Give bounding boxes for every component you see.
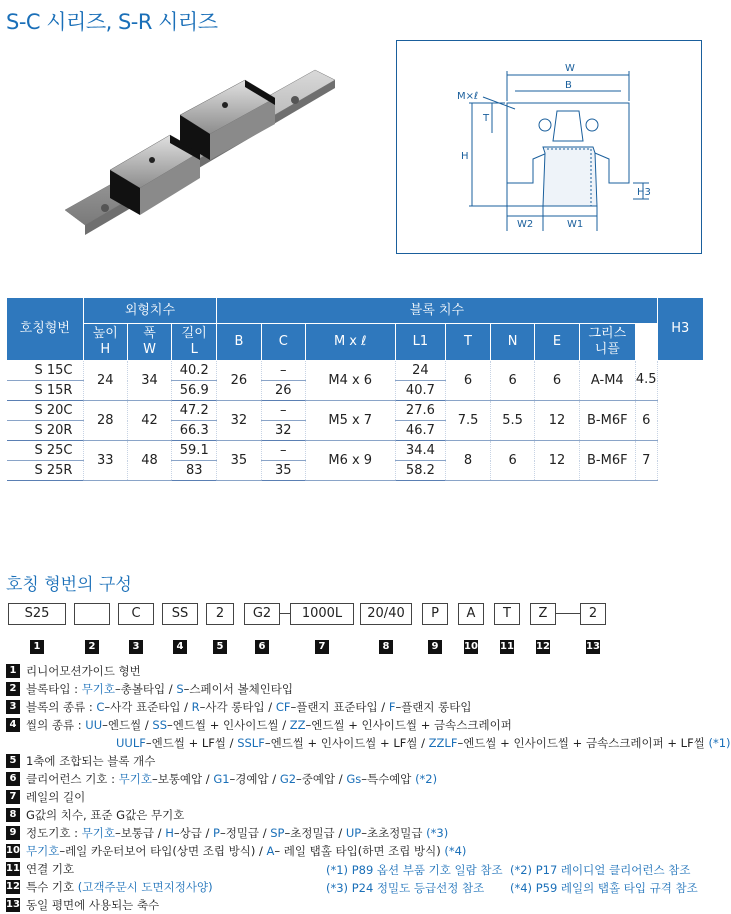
table-row (7, 361, 704, 381)
legend-text: –정밀급 / (219, 826, 271, 840)
code-number: 9 (428, 640, 442, 654)
code-number: 1 (30, 640, 44, 654)
table-cell: B-M6F (579, 401, 635, 441)
code-box: C (118, 603, 154, 625)
table-cell: 26 (217, 361, 261, 401)
note-2: (*2) P17 레이디얼 클리어런스 참조 (510, 863, 691, 877)
legend-number: 4 (6, 718, 20, 732)
table-cell: 42 (127, 401, 171, 441)
table-cell: S 15C (7, 361, 84, 381)
legend-item (6, 680, 706, 698)
table-cell: 83 (172, 461, 217, 481)
code-number: 6 (255, 640, 269, 654)
connector-dash (556, 613, 580, 614)
legend-text: UU (85, 718, 103, 732)
col-model: 호칭형번 (7, 298, 84, 361)
table-cell: 26 (261, 381, 305, 401)
code-number: 2 (85, 640, 99, 654)
note-3: (*3) P24 정밀도 등급선정 참조 (326, 881, 485, 895)
legend-text: 연결 기호 (26, 862, 75, 876)
legend-text: –초정밀급 / (284, 826, 346, 840)
legend-text: –특수예압 (361, 772, 416, 786)
legend-item (6, 752, 706, 770)
legend-text: (고객주문시 도면지정사양) (77, 880, 213, 894)
note-4: (*4) P59 레일의 탭홀 타입 규격 참조 (510, 881, 698, 895)
legend-number: 11 (6, 863, 20, 874)
legend-text: 블록의 종류 : (26, 700, 97, 714)
legend-text: P (213, 826, 220, 840)
legend-number: 6 (6, 772, 20, 786)
code-box: A (458, 603, 484, 625)
legend-text: C (96, 700, 105, 714)
table-cell: S 15R (7, 381, 84, 401)
col-outer: 외형치수 (83, 298, 217, 324)
legend-text: G1 (213, 772, 230, 786)
legend-text: –엔드씰 + LF씰 / (145, 736, 238, 750)
table-cell: – (261, 401, 305, 421)
linear-guide-photo (60, 60, 350, 240)
dim-Mxl: M×ℓ (457, 91, 479, 102)
code-number: 7 (315, 640, 329, 654)
legend-text: S (176, 682, 184, 696)
connector-dash (280, 613, 290, 614)
table-cell: 4.5 (635, 361, 657, 401)
cross-section-drawing (396, 40, 702, 254)
dim-B: B (565, 80, 572, 91)
legend-text: R (191, 700, 200, 714)
table-cell: 59.1 (172, 441, 217, 461)
col-width: 폭 W (127, 324, 171, 361)
table-cell: 6 (490, 361, 535, 401)
table-cell: M5 x 7 (305, 401, 395, 441)
legend-text: F (388, 700, 396, 714)
legend-text: 정도기호 : (26, 826, 82, 840)
dimension-table (6, 297, 704, 481)
col-length: 길이 L (172, 324, 217, 361)
col-grease: 그리스 니플 (579, 324, 635, 361)
legend-text: 리니어모션가이드 형번 (26, 664, 141, 678)
table-cell: – (261, 441, 305, 461)
table-cell: 32 (261, 421, 305, 441)
table-cell: 66.3 (172, 421, 217, 441)
legend-number: 9 (6, 826, 20, 840)
legend-text: –엔드씰 + 인사이드씰 + 금속스크레이퍼 (305, 718, 512, 732)
table-cell: 6 (446, 361, 491, 401)
legend-item (6, 734, 731, 752)
table-cell: 35 (261, 461, 305, 481)
dim-W2: W2 (517, 219, 534, 230)
col-L1: L1 (395, 324, 446, 361)
legend-text: (*3) (426, 826, 449, 840)
code-box: 2 (206, 603, 234, 625)
code-box: P (422, 603, 448, 625)
legend-text: –상급 / (173, 826, 214, 840)
code-box: G2 (244, 603, 280, 625)
table-cell: S 20R (7, 421, 84, 441)
code-number: 11 (500, 641, 514, 652)
code-number: 13 (586, 641, 600, 652)
table-cell: 58.2 (395, 461, 446, 481)
legend-item (6, 824, 706, 842)
legend-text: H (165, 826, 174, 840)
legend-text: –사각 롱타입 / (199, 700, 276, 714)
table-cell: 24 (395, 361, 446, 381)
legend-text: 동일 평면에 사용되는 축수 (26, 898, 160, 912)
code-box: Z (530, 603, 556, 625)
legend-text: UULF (116, 736, 146, 750)
legend-text: SS (152, 718, 167, 732)
table-cell: 5.5 (490, 401, 535, 441)
legend-text: –경예압 / (229, 772, 280, 786)
legend-text: SP (270, 826, 285, 840)
col-B: B (217, 324, 261, 361)
table-cell: 35 (217, 441, 261, 481)
table-cell: 12 (535, 441, 579, 481)
table-cell: 33 (83, 441, 127, 481)
col-C: C (261, 324, 305, 361)
code-box: 2 (580, 603, 606, 625)
legend-text: –레일 카운터보어 타입(상면 조립 방식) / (59, 844, 267, 858)
table-cell: 47.2 (172, 401, 217, 421)
code-number: 8 (379, 640, 393, 654)
code-box: 20/40 (360, 603, 412, 625)
table-row (7, 401, 704, 421)
legend-number: 7 (6, 790, 20, 804)
table-cell: 7 (635, 441, 657, 481)
legend-text: ZZ (289, 718, 306, 732)
legend-text: –사각 표준타입 / (104, 700, 192, 714)
legend-number: 12 (6, 881, 20, 892)
legend-number: 3 (6, 700, 20, 714)
legend-text: UP (345, 826, 362, 840)
legend-number: 1 (6, 664, 20, 678)
legend-number: 5 (6, 754, 20, 768)
table-cell: 48 (127, 441, 171, 481)
legend-text: –보통예압 / (151, 772, 214, 786)
dim-H3: H3 (637, 187, 651, 198)
legend-text: 블록타입 : (26, 682, 82, 696)
code-box (74, 603, 110, 625)
col-E: E (535, 324, 579, 361)
dimension-diagram (397, 41, 703, 255)
code-box: SS (162, 603, 198, 625)
table-cell: – (261, 361, 305, 381)
legend-number: 2 (6, 682, 20, 696)
col-T: T (446, 324, 491, 361)
code-number: 5 (213, 640, 227, 654)
code-box: T (494, 603, 520, 625)
table-cell: 34.4 (395, 441, 446, 461)
legend-text: –엔드씰 + 인사이드씰 + LF씰 / (264, 736, 429, 750)
section-title-code: 호칭 형번의 구성 (6, 575, 132, 595)
col-Mxl: M x ℓ (305, 324, 395, 361)
page-title: S-C 시리즈, S-R 시리즈 (6, 10, 218, 34)
legend-text: CF (275, 700, 291, 714)
col-H3: H3 (657, 298, 703, 361)
legend-text: 클리어런스 기호 : (26, 772, 119, 786)
legend-item (6, 716, 706, 734)
table-cell: 34 (127, 361, 171, 401)
legend-text: –중예압 / (296, 772, 347, 786)
code-number: 4 (173, 640, 187, 654)
legend-text: (*1) (708, 736, 731, 750)
dim-T: T (483, 113, 490, 124)
table-cell: 8 (446, 441, 491, 481)
legend-item (6, 842, 706, 860)
table-cell: 28 (83, 401, 127, 441)
table-cell: 6 (535, 361, 579, 401)
legend-text: –초초정밀급 (361, 826, 427, 840)
table-cell: 46.7 (395, 421, 446, 441)
legend-text: 무기호 (81, 826, 115, 840)
legend-item (6, 770, 706, 788)
legend-text: 무기호 (81, 682, 115, 696)
legend-number: 8 (6, 808, 20, 822)
code-number: 12 (536, 641, 550, 652)
table-cell: 27.6 (395, 401, 446, 421)
legend-text: –엔드씰 + 인사이드씰 / (167, 718, 290, 732)
code-box: 1000L (290, 603, 354, 625)
legend-text: –총볼타입 / (114, 682, 177, 696)
legend-text: –엔드씰 / (102, 718, 153, 732)
legend-item (6, 698, 706, 716)
table-row (7, 441, 704, 461)
table-cell: M6 x 9 (305, 441, 395, 481)
legend-text: Gs (346, 772, 362, 786)
code-box: S25 (8, 603, 66, 625)
legend-text: –플랜지 롱타입 (395, 700, 472, 714)
code-number: 3 (129, 640, 143, 654)
legend-item (6, 662, 706, 680)
legend-number: 13 (6, 899, 20, 910)
legend-text: G값의 치수, 표준 G값은 무기호 (26, 808, 185, 822)
col-block: 블록 치수 (217, 298, 657, 324)
legend-text: 무기호 (118, 772, 152, 786)
legend-text: (*2) (415, 772, 438, 786)
table-cell: 7.5 (446, 401, 491, 441)
legend-text: –보통급 / (114, 826, 166, 840)
table-cell: S 20C (7, 401, 84, 421)
note-1: (*1) P89 옵션 부품 기호 일람 참조 (326, 863, 503, 877)
legend-text: 레일의 길이 (26, 790, 86, 804)
code-number: 10 (464, 641, 478, 652)
legend-text: –스페이서 볼체인타입 (183, 682, 294, 696)
legend-text: –엔드씰 + 인사이드씰 + 금속스크레이퍼 + LF씰 (457, 736, 709, 750)
table-cell: M4 x 6 (305, 361, 395, 401)
legend-number: 10 (6, 845, 20, 856)
legend-text: ZZLF (428, 736, 458, 750)
legend-text: 1축에 조합되는 블록 개수 (26, 754, 156, 768)
legend-text: G2 (279, 772, 297, 786)
table-cell: S 25R (7, 461, 84, 481)
dim-W1: W1 (567, 219, 584, 230)
table-cell: 6 (635, 401, 657, 441)
legend-text: – 레일 탭홀 타입(하면 조립 방식) (274, 844, 445, 858)
legend-item (6, 896, 706, 914)
table-cell: 40.7 (395, 381, 446, 401)
legend-text: SSLF (237, 736, 265, 750)
legend-text: (*4) (444, 844, 467, 858)
table-cell: 56.9 (172, 381, 217, 401)
col-height: 높이 H (83, 324, 127, 361)
dim-H: H (461, 151, 469, 162)
table-cell: 32 (217, 401, 261, 441)
legend-text: 특수 기호 (26, 880, 78, 894)
legend-text: 무기호 (26, 844, 60, 858)
table-cell: S 25C (7, 441, 84, 461)
table-cell: 40.2 (172, 361, 217, 381)
legend-text: 씰의 종류 : (26, 718, 86, 732)
legend-item (6, 806, 706, 824)
col-N: N (490, 324, 535, 361)
legend-text: –플랜지 표준타입 / (290, 700, 389, 714)
table-cell: 6 (490, 441, 535, 481)
table-cell: 12 (535, 401, 579, 441)
dim-W: W (565, 63, 575, 74)
table-cell: B-M6F (579, 441, 635, 481)
legend-text: A (266, 844, 275, 858)
table-cell: 24 (83, 361, 127, 401)
table-cell: A-M4 (579, 361, 635, 401)
legend-item (6, 788, 706, 806)
